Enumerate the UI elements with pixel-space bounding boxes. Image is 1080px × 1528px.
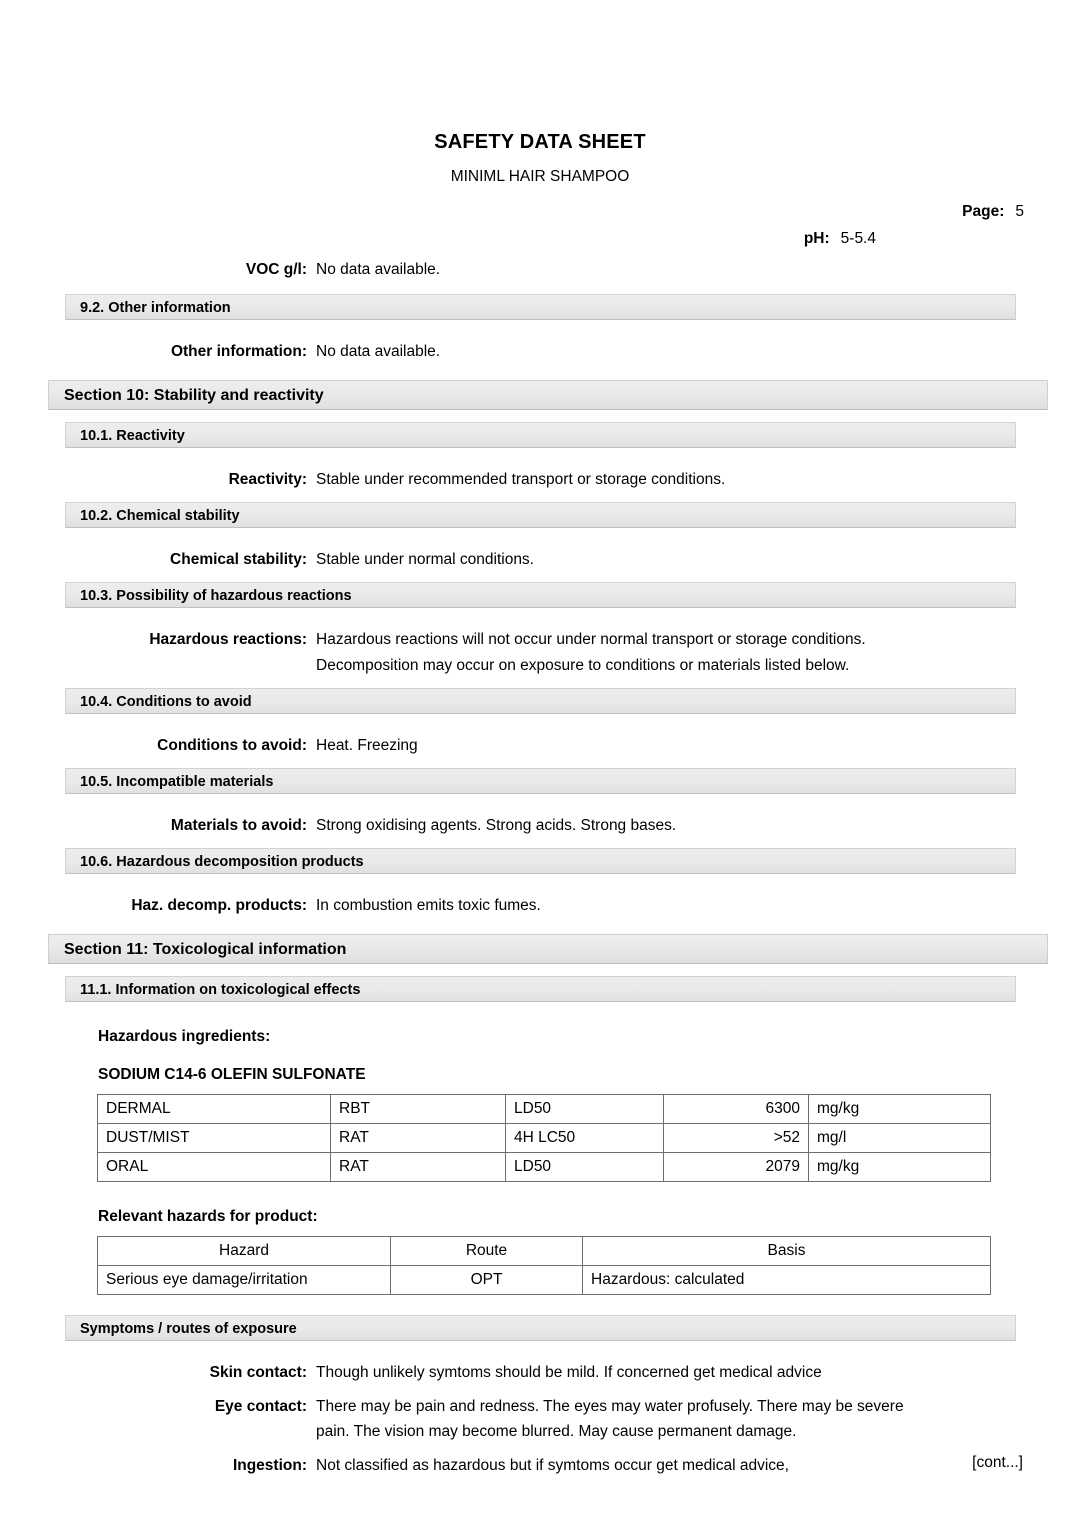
basis-cell: Hazardous: calculated — [583, 1265, 991, 1294]
toxicity-table-body — [98, 1094, 991, 1181]
hazardous-reactions-value — [316, 627, 866, 677]
table-row — [98, 1265, 991, 1294]
tox-value: 2079 — [664, 1152, 809, 1181]
tox-species: RAT — [331, 1152, 506, 1181]
conditions-to-avoid-field — [0, 733, 1080, 758]
voc-field — [0, 257, 1080, 282]
toxicity-table — [97, 1094, 991, 1182]
ph-label: pH: — [803, 230, 830, 247]
relevant-hazards-heading: Relevant hazards for product: — [98, 1207, 318, 1225]
product-name: MINIML HAIR SHAMPOO — [450, 168, 630, 185]
tox-unit: mg/kg — [809, 1094, 991, 1123]
eye-contact-field — [0, 1394, 1080, 1444]
voc-label: VOC g/l: — [245, 261, 307, 278]
subsection-10-6: 10.6. Hazardous decomposition products — [65, 848, 1016, 874]
reactivity-label: Reactivity: — [228, 471, 307, 489]
other-information-field — [0, 339, 1080, 364]
route-cell: OPT — [391, 1265, 583, 1294]
tox-species: RBT — [331, 1094, 506, 1123]
subsection-10-3: 10.3. Possibility of hazardous reactions — [65, 582, 1016, 608]
ingestion-label: Ingestion: — [232, 1457, 307, 1475]
skin-contact-label: Skin contact: — [209, 1363, 307, 1381]
voc-value: No data available. — [316, 261, 441, 278]
subsection-10-2: 10.2. Chemical stability — [65, 502, 1016, 528]
haz-decomp-products-field — [0, 893, 1080, 918]
ingestion-value: Not classified as hazardous but if symtoms occur get medical advice, — [316, 1457, 789, 1475]
eye-contact-label: Eye contact: — [214, 1398, 307, 1416]
tox-unit: mg/l — [809, 1123, 991, 1152]
chemical-stability-label: Chemical stability: — [170, 551, 307, 569]
ingredient-name: SODIUM C14-6 OLEFIN SULFONATE — [98, 1065, 366, 1083]
table-row — [98, 1123, 991, 1152]
hazard-cell: Serious eye damage/irritation — [98, 1265, 391, 1294]
page-value: 5 — [1015, 203, 1024, 220]
ingestion-field — [0, 1453, 1080, 1478]
relevant-hazards-table — [97, 1236, 991, 1295]
tox-test: LD50 — [506, 1152, 664, 1181]
tox-species: RAT — [331, 1123, 506, 1152]
tox-unit: mg/kg — [809, 1152, 991, 1181]
reactivity-value: Stable under recommended transport or storage conditions. — [316, 471, 726, 489]
hazard-column-header: Hazard — [98, 1236, 391, 1265]
hazardous-reactions-line-1: Hazardous reactions will not occur under normal transport or storage conditions. — [316, 631, 866, 649]
section-11-bar: Section 11: Toxicological information — [48, 934, 1048, 964]
tox-test: 4H LC50 — [506, 1123, 664, 1152]
tox-value: >52 — [664, 1123, 809, 1152]
tox-route: DUST/MIST — [98, 1123, 331, 1152]
subsection-9-2: 9.2. Other information — [65, 294, 1016, 320]
conditions-to-avoid-label: Conditions to avoid: — [157, 736, 307, 754]
table-row — [98, 1152, 991, 1181]
chemical-stability-field — [0, 547, 1080, 572]
subsection-10-4: 10.4. Conditions to avoid — [65, 688, 1016, 714]
section-10-bar: Section 10: Stability and reactivity — [48, 380, 1048, 410]
hazardous-ingredients-heading: Hazardous ingredients: — [98, 1027, 271, 1045]
other-information-label: Other information: — [170, 343, 307, 361]
materials-to-avoid-label: Materials to avoid: — [170, 816, 307, 834]
eye-contact-line-1: There may be pain and redness. The eyes may water profusely. There may be severe — [316, 1398, 904, 1416]
eye-contact-line-2: pain. The vision may become blurred. May cause permanent damage. — [316, 1423, 797, 1441]
route-column-header: Route — [391, 1236, 583, 1265]
ph-value: 5-5.4 — [840, 230, 876, 247]
hazardous-reactions-line-2: Decomposition may occur on exposure to conditions or materials listed below. — [316, 656, 850, 674]
hazardous-reactions-field — [0, 627, 1080, 677]
haz-decomp-products-value: In combustion emits toxic fumes. — [316, 896, 541, 914]
subsection-10-5: 10.5. Incompatible materials — [65, 768, 1016, 794]
tox-route: DERMAL — [98, 1094, 331, 1123]
tox-test: LD50 — [506, 1094, 664, 1123]
haz-decomp-products-label: Haz. decomp. products: — [131, 896, 307, 914]
other-information-value: No data available. — [316, 343, 441, 361]
symptoms-routes-bar: Symptoms / routes of exposure — [65, 1315, 1016, 1341]
skin-contact-field — [0, 1360, 1080, 1385]
materials-to-avoid-field — [0, 813, 1080, 838]
skin-contact-value: Though unlikely symtoms should be mild. If concerned get medical advice — [316, 1363, 822, 1381]
chemical-stability-value: Stable under normal conditions. — [316, 551, 534, 569]
page-label: Page: — [962, 203, 1005, 220]
relevant-hazards-table-head — [98, 1236, 991, 1265]
subsection-10-1: 10.1. Reactivity — [65, 422, 1016, 448]
subsection-11-1: 11.1. Information on toxicological effects — [65, 976, 1016, 1002]
tox-route: ORAL — [98, 1152, 331, 1181]
ph-row — [0, 230, 1080, 248]
relevant-hazards-table-body — [98, 1265, 991, 1294]
tox-value: 6300 — [664, 1094, 809, 1123]
reactivity-field — [0, 467, 1080, 492]
materials-to-avoid-value: Strong oxidising agents. Strong acids. Strong bases. — [316, 816, 677, 834]
continued-marker: [cont...] — [972, 1454, 1023, 1471]
page-title: SAFETY DATA SHEET — [434, 131, 646, 153]
basis-column-header: Basis — [583, 1236, 991, 1265]
eye-contact-value — [316, 1394, 904, 1444]
table-row — [98, 1094, 991, 1123]
hazardous-reactions-label: Hazardous reactions: — [149, 631, 307, 649]
conditions-to-avoid-value: Heat. Freezing — [316, 736, 418, 754]
page-number-row — [0, 203, 1080, 221]
table-header-row — [98, 1236, 991, 1265]
